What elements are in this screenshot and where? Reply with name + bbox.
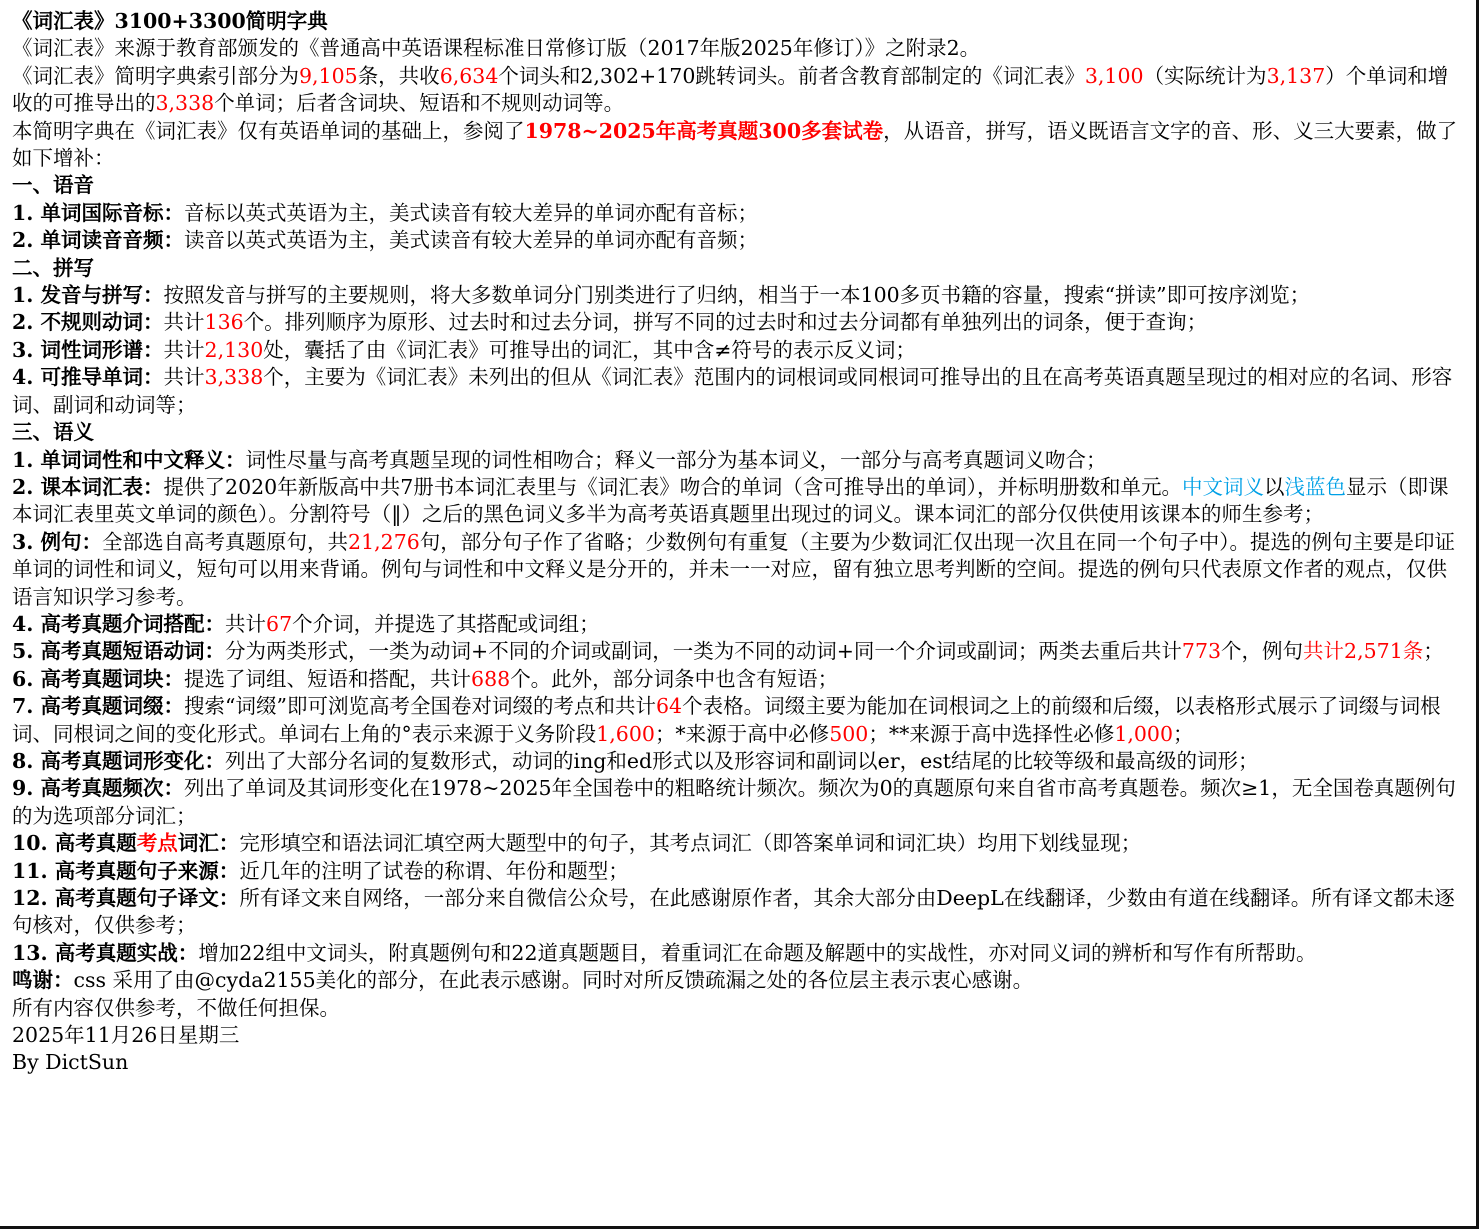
item-text: 音标以英式英语为主，美式读音有较大差异的单词亦配有音标； <box>184 200 759 225</box>
item-heading: 7. 高考真题词缀： <box>12 694 185 719</box>
document-date: 2025年11月26日星期三 <box>12 1023 240 1048</box>
list-item <box>12 337 1460 364</box>
item-text: 增加22组中文词头，附真题例句和22道真题题目，着重词汇在命题及解题中的实战性，亦对同义词的辨析和写作有所帮助。 <box>198 940 1317 965</box>
item-text: 列出了大部分名词的复数形式，动词的ing和ed形式以及形容词和副词以er，est结尾的比较等级和最高级的词形； <box>225 748 1259 773</box>
item-heading: 4. 高考真题介词搭配： <box>12 611 226 636</box>
exam-papers-highlight: 1978~2025年高考真题300多套试卷 <box>524 118 884 143</box>
item-text: 近几年的注明了试卷的称谓、年份和题型； <box>239 858 629 883</box>
intro-index-text: 《词汇表》简明字典索引部分为 <box>12 63 299 88</box>
item-text: 个，主要为《词汇表》未列出的但从《词汇表》范围内的词根词或同根词可推导出的且在高考英语真题呈现过的相对应的名词、形容词、副词和动词等； <box>12 365 1453 417</box>
intro-index-text: 个词头和2,302+170跳转词头。前者含教育部制定的《词汇表》 <box>498 63 1085 88</box>
item-text: 共计 <box>163 337 205 362</box>
item-text: ；*来源于高中必修 <box>654 721 830 746</box>
item-heading: 13. 高考真题实战： <box>12 940 199 965</box>
item-text: 全部选自高考真题原句，共 <box>102 529 349 554</box>
item-heading: 词汇： <box>177 831 240 856</box>
stat-official-count: 3,100 <box>1084 63 1144 88</box>
list-item <box>12 748 1460 775</box>
intro-basis <box>12 118 1460 173</box>
list-item <box>12 309 1460 336</box>
stat-chunks: 688 <box>471 666 511 691</box>
section-heading-phonetics: 一、语音 <box>12 173 94 198</box>
stat-phrasal-examples: 共计2,571条 <box>1303 639 1424 664</box>
list-item <box>12 227 1460 254</box>
item-text: 处，囊括了由《词汇表》可推导出的词汇，其中含≠符号的表示反义词； <box>263 337 916 362</box>
item-heading: 4. 可推导单词： <box>12 365 164 390</box>
item-heading: 1. 单词词性和中文释义： <box>12 447 246 472</box>
item-text: 个，例句 <box>1221 639 1304 664</box>
stat-phrasal-verbs: 773 <box>1181 639 1222 664</box>
item-text: 提选了词组、短语和搭配，共计 <box>184 666 472 691</box>
intro-source: 《词汇表》来源于教育部颁发的《普通高中英语课程标准日常修订版（2017年版2025年修订）》之附录2。 <box>12 36 981 61</box>
acknowledgements-heading: 鸣谢： <box>12 968 74 993</box>
stat-elective-level: 1,000 <box>1114 721 1174 746</box>
stat-derived-words: 3,338 <box>204 365 264 390</box>
author-signature: By DictSun <box>12 1050 129 1075</box>
section-heading-spelling: 二、拼写 <box>12 255 94 280</box>
stat-word-forms: 2,130 <box>204 337 264 362</box>
item-text: 搜索“词缀”即可浏览高考全国卷对词缀的考点和共计 <box>184 694 657 719</box>
acknowledgements <box>12 967 1460 994</box>
list-item <box>12 200 1460 227</box>
stat-affix-tables: 64 <box>656 694 683 719</box>
item-text: 分为两类形式，一类为动词+不同的介词或副词，一类为不同的动词+同一个介词或副词；两类去重后共计 <box>225 639 1182 664</box>
stat-irregular-verbs: 136 <box>204 310 244 335</box>
item-text: 个。排列顺序为原形、过去时和过去分词，拼写不同的过去时和过去分词都有单独列出的词条，便于查询； <box>243 310 1208 335</box>
list-item <box>12 474 1460 529</box>
intro-basis-text: ，从语音，拼写，语义既语言文字的音、形、义三大要素，做了如下增补： <box>12 118 1458 171</box>
intro-index-text: （实际统计为 <box>1143 63 1267 88</box>
item-text: 共计 <box>163 310 205 335</box>
item-heading: 2. 课本词汇表： <box>12 474 164 499</box>
item-heading: 3. 例句： <box>12 529 103 554</box>
item-text: 句，部分句子作了省略；少数例句有重复（主要为少数词汇仅出现一次且在同一个句子中）。提选的例句主要是印证单词的词性和词义，短句可以用来背诵。例句与词性和中文释义是分开的，并未一一对应，留有独立思考判断的空间。提选的例句只代表原文作者的观点，仅供语言知识学习参考。 <box>12 529 1456 609</box>
stat-derived-count: 3,338 <box>155 91 215 116</box>
item-text: 个。此外，部分词条中也含有短语； <box>510 666 839 691</box>
list-item <box>12 447 1460 474</box>
list-item <box>12 885 1460 940</box>
list-item <box>12 611 1460 638</box>
list-item <box>12 364 1460 419</box>
list-item <box>12 830 1460 857</box>
item-text: 词性尽量与高考真题呈现的词性相吻合；释义一部分为基本词义，一部分与高考真题词义吻合； <box>245 447 1107 472</box>
item-text: 列出了单词及其词形变化在1978~2025年全国卷中的粗略统计频次。频次为0的真题原句来自省市高考真题卷。频次≥1，无全国卷真题例句的为选项部分词汇； <box>12 776 1456 828</box>
intro-index-text: 个单词；后者含词块、短语和不规则动词等。 <box>214 91 625 116</box>
list-item <box>12 638 1460 665</box>
stat-headword-count: 6,634 <box>439 63 499 88</box>
item-text: 所有译文来自网络，一部分来自微信公众号，在此感谢原作者，其余大部分由DeepL在线翻译，少数由有道在线翻译。所有译文都未逐句核对，仅供参考； <box>12 886 1455 938</box>
test-point-highlight: 考点 <box>136 831 178 856</box>
item-text: 读音以英式英语为主，美式读音有较大差异的单词亦配有音频； <box>184 228 759 253</box>
blue-text-sample: 浅蓝色 <box>1284 474 1347 499</box>
stat-compulsory-level: 1,600 <box>596 721 655 746</box>
item-text: 个表格。词缀主要为能加在词根词之上的前缀和后缀，以表格形式展示了词缀与词根词、同根词之间的变化形式。单词右上角的°表示来源于义务阶段 <box>12 694 1441 746</box>
item-heading: 10. 高考真题 <box>12 831 137 856</box>
item-heading: 1. 发音与拼写： <box>12 283 164 308</box>
item-text: 共计 <box>163 365 205 390</box>
stat-prepositions: 67 <box>266 611 293 636</box>
item-heading: 12. 高考真题句子译文： <box>12 886 240 910</box>
disclaimer: 所有内容仅供参考，不做任何担保。 <box>12 995 340 1020</box>
item-heading: 2. 单词读音音频： <box>12 228 185 253</box>
list-item <box>12 940 1460 967</box>
item-heading: 5. 高考真题短语动词： <box>12 639 226 664</box>
stat-required-level: 500 <box>829 721 869 746</box>
list-item <box>12 693 1460 748</box>
stat-actual-count: 3,137 <box>1266 63 1326 88</box>
list-item <box>12 282 1460 309</box>
intro-index <box>12 63 1460 118</box>
item-text: ； <box>1423 639 1444 664</box>
page-title: 《词汇表》3100+3300简明字典 <box>12 9 328 33</box>
stat-index-count: 9,105 <box>299 63 358 88</box>
item-text: 提供了2020年新版高中共7册书本词汇表里与《词汇表》吻合的单词（含可推导出的单词），并标明册数和单元。 <box>163 474 1183 499</box>
intro-index-text: 条，共收 <box>357 63 440 88</box>
stat-example-sentences: 21,276 <box>348 529 420 554</box>
item-text: 显示（即课本词汇表里英文单词的颜色）。分割符号（‖）之后的黑色词义多半为高考英语真题里出现过的词义。课本词汇的部分仅供使用该课本的师生参考； <box>12 474 1449 527</box>
item-heading: 11. 高考真题句子来源： <box>12 858 240 883</box>
section-heading-semantics: 三、语义 <box>12 420 94 445</box>
item-text: 以 <box>1264 474 1285 499</box>
list-item <box>12 666 1460 693</box>
item-heading: 1. 单词国际音标： <box>12 200 185 225</box>
list-item <box>12 775 1460 830</box>
item-heading: 2. 不规则动词： <box>12 310 164 335</box>
item-text: ； <box>1173 721 1194 746</box>
intro-index-text: ）个单词和增收的可推导出的 <box>12 63 1449 116</box>
acknowledgements-text: css 采用了由@cyda2155美化的部分，在此表示感谢。同时对所反馈疏漏之处的各位层主表示衷心感谢。 <box>73 968 1034 993</box>
item-heading: 9. 高考真题频次： <box>12 776 185 801</box>
item-text: 个介词，并提选了其搭配或词组； <box>292 611 600 636</box>
blue-text-sample: 中文词义 <box>1182 474 1265 499</box>
item-text: 按照发音与拼写的主要规则，将大多数单词分门别类进行了归纳，相当于一本100多页书籍的容量，搜索“拼读”即可按序浏览； <box>163 283 1311 308</box>
item-heading: 3. 词性词形谱： <box>12 337 164 362</box>
intro-basis-text: 本简明字典在《词汇表》仅有英语单词的基础上，参阅了 <box>12 118 525 143</box>
document-content <box>12 8 1460 1077</box>
item-text: ；**来源于高中选择性必修 <box>868 721 1115 746</box>
item-heading: 6. 高考真题词块： <box>12 666 185 691</box>
item-heading: 8. 高考真题词形变化： <box>12 748 226 773</box>
list-item <box>12 529 1460 611</box>
item-text: 完形填空和语法词汇填空两大题型中的句子，其考点词汇（即答案单词和词汇块）均用下划线显现； <box>239 831 1142 856</box>
item-text: 共计 <box>225 611 267 636</box>
list-item <box>12 858 1460 885</box>
